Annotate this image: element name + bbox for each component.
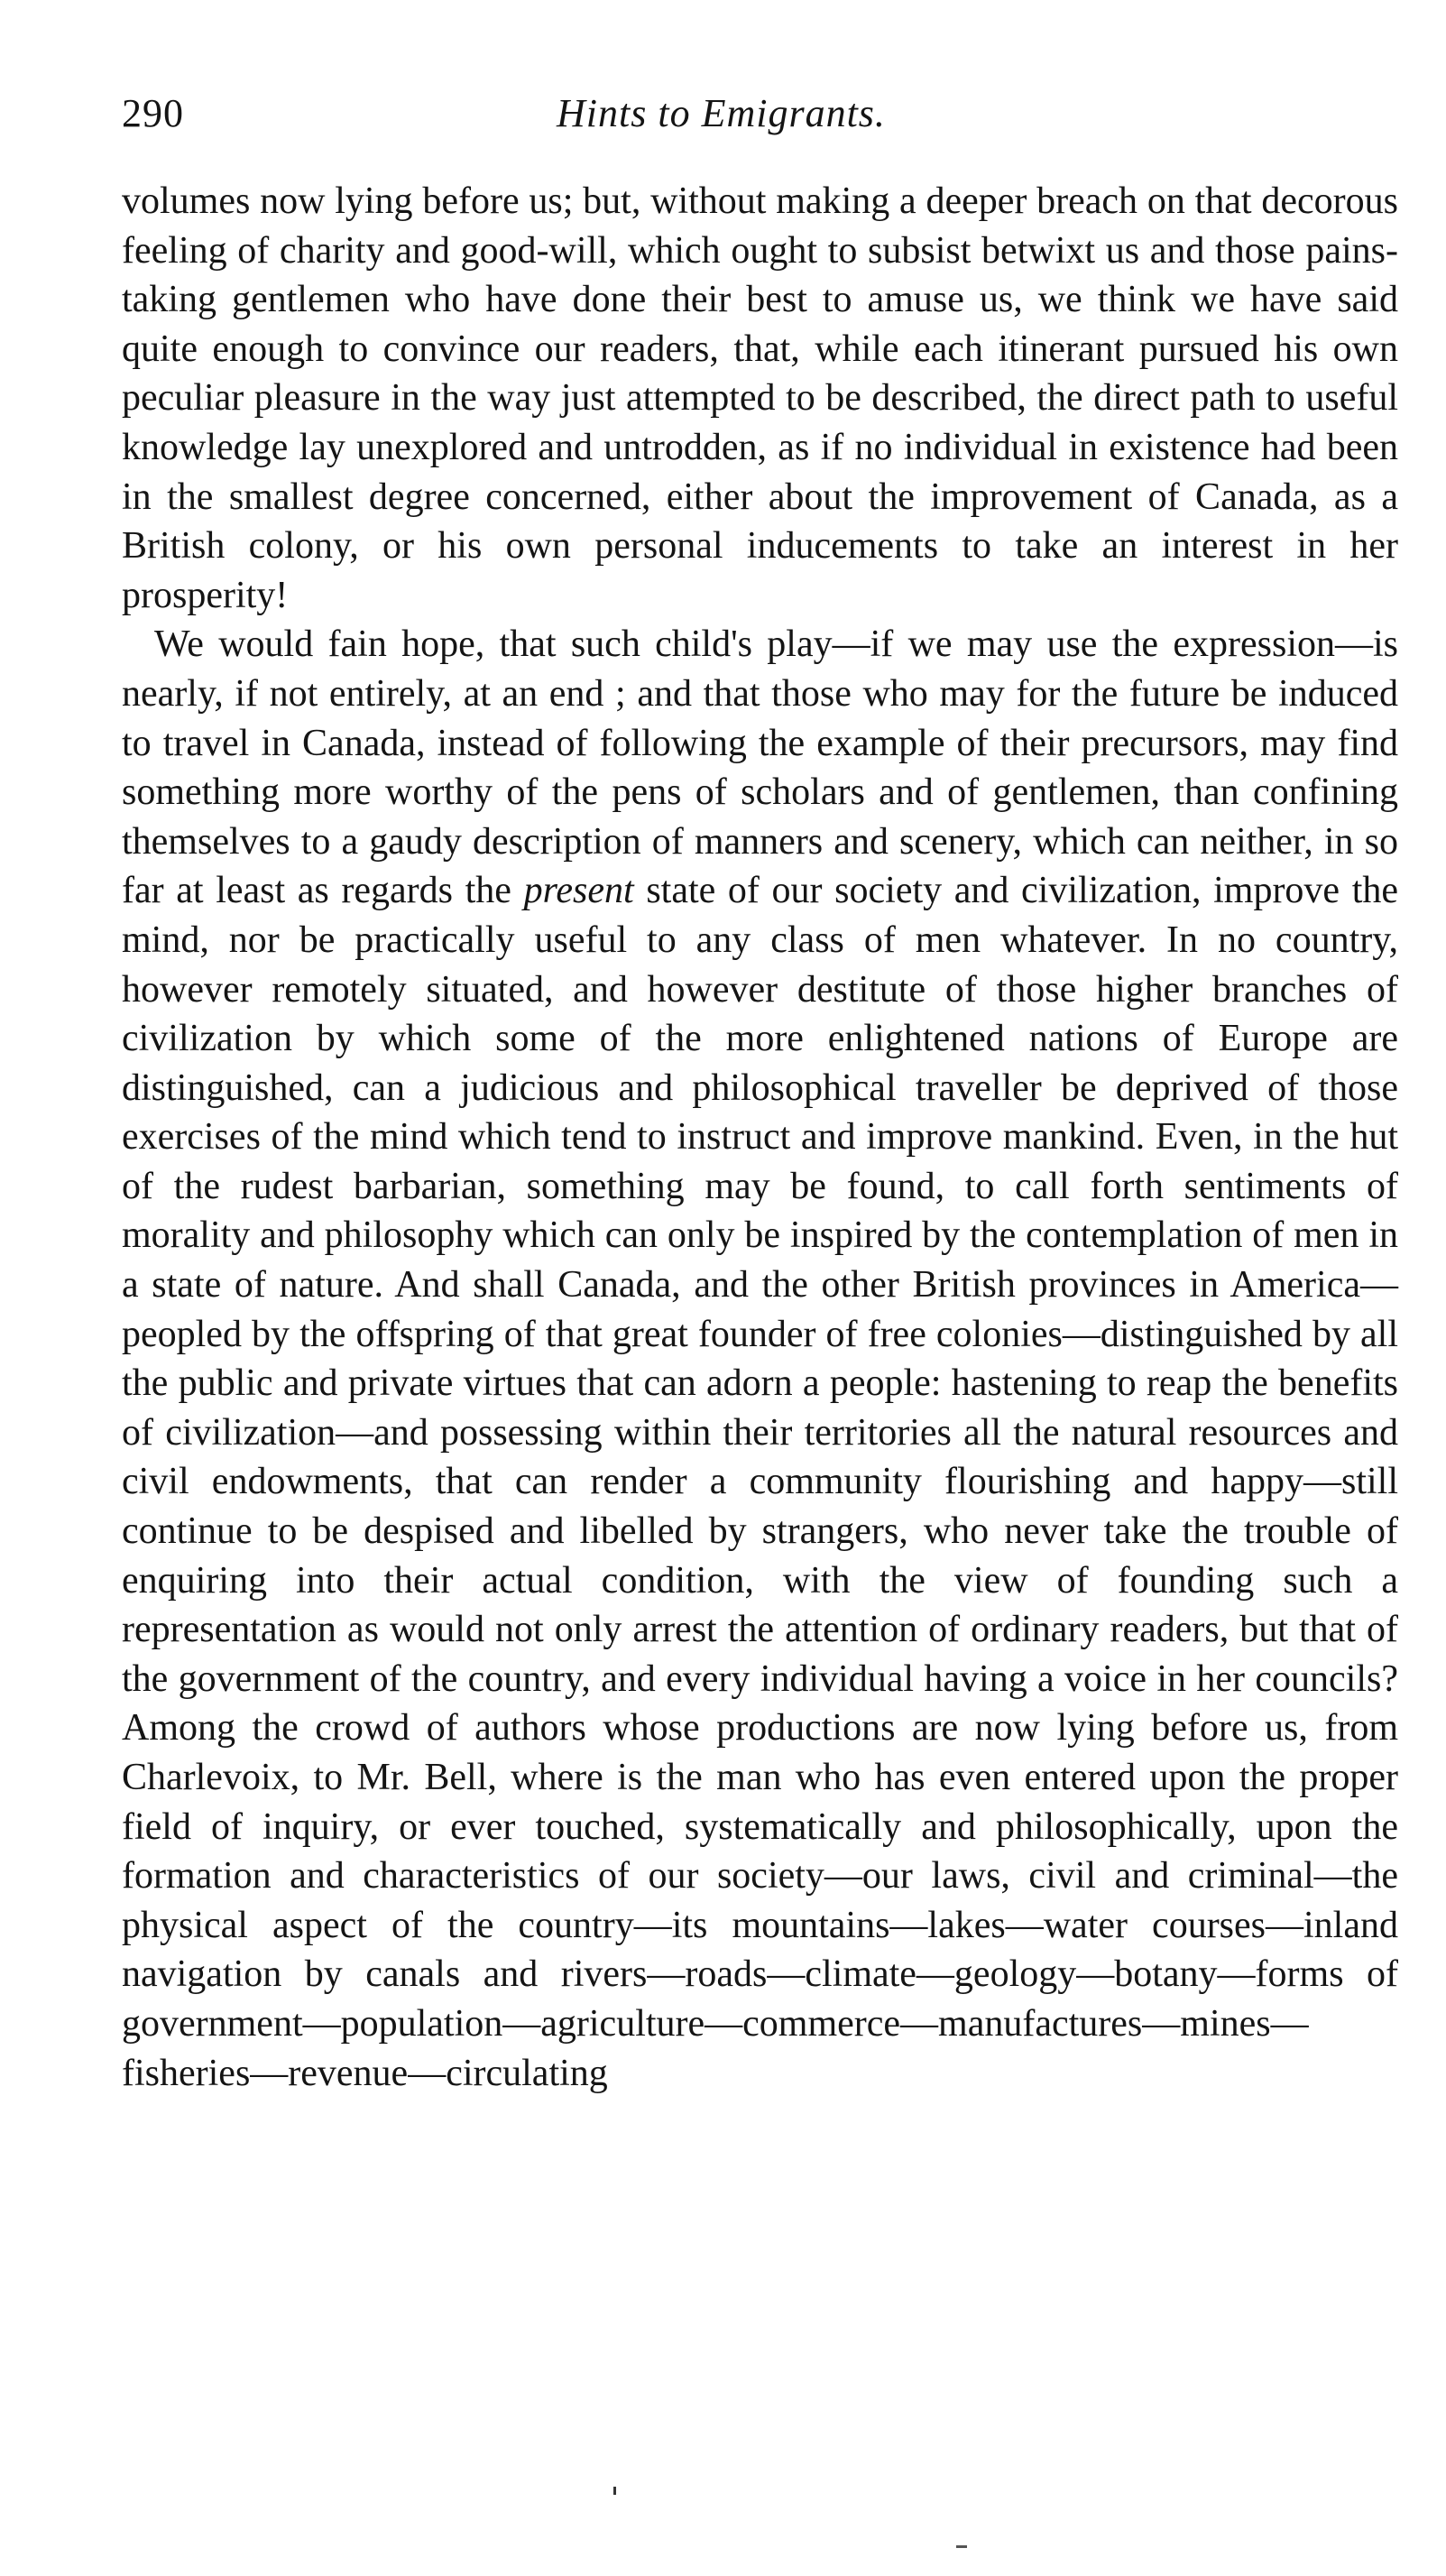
body-text (122, 177, 1398, 2098)
speck-mark (613, 2487, 616, 2495)
paragraph-continued: volumes now lying before us; but, without making a deeper breach on that decorous feeling of charity and good-will, which ought to subsist betwixt us and those pains-taking gentlemen who have done their best to amuse us, we think we have said quite enough to convince our readers, that, while each itinerant pursued his own peculiar pleasure in the way just attempted to be described, the direct path to useful knowledge lay unexplored and untrodden, as if no individual in existence had been in the smallest degree concerned, either about the improvement of Canada, as a British colony, or his own personal inducements to take an interest in her prosperity! (122, 180, 1398, 616)
page-header (122, 90, 1394, 153)
paragraph-main (122, 620, 1398, 2098)
running-title: Hints to Emigrants. (557, 91, 886, 135)
italic-emphasis: present (523, 870, 634, 912)
speck-mark (956, 2545, 967, 2548)
paragraph-text-after-italic: state of our society and civilization, improve the mind, nor be practically useful to any class of men whatever. In no country, however remotely situated, and however destitute of those higher branches of civilization by which some of the more enlightened nations of Europe are distinguished, can a judicious and philosophical traveller be deprived of those exercises of the mind which tend to instruct and improve mankind. Even, in the hut of the rudest barbarian, something may be found, to call forth sentiments of morality and philosophy which can only be inspired by the contemplation of men in a state of nature. And shall Canada, and the other British provinces in America—peopled by the offspring of that great founder of free colonies—distinguished by all the public and private virtues that can adorn a people: hastening to reap the benefits of civilization—and possessing within their territories all the natural resources and civil endowments, that can render a community flourishing and happy—still continue to be despised and libelled by strangers, who never take the trouble of enquiring into their actual condition, with the view of founding such a representation as would not only arrest the attention of ordinary readers, but that of the government of the country, and every individual having a voice in her councils? Among the crowd of authors whose productions are now lying before us, from Charlevoix, to Mr. Bell, where is the man who has even entered upon the proper field of inquiry, or ever touched, systematically and philosophically, upon the formation and characteristics of our society—our laws, civil and criminal—the physical aspect of the country—its mountains—lakes—water courses—inland navigation by canals and rivers—roads—climate—geology—botany—forms of government—population—agriculture—commerce—manufactures—mines—fisheries—revenue—circulating (122, 870, 1399, 2094)
paragraph-text-before-italic: We would fain hope, that such child's play—if we may use the expression—is nearly, if not entirely, at an end ; and that those who may for the future be induced to travel in Canada, instead of following the example of their precursors, may find something more worthy of the pens of scholars and of gentlemen, than confining themselves to a gaudy description of manners and scenery, which can neither, in so far at least as regards the (122, 623, 1398, 912)
page-number: 290 (122, 91, 184, 135)
